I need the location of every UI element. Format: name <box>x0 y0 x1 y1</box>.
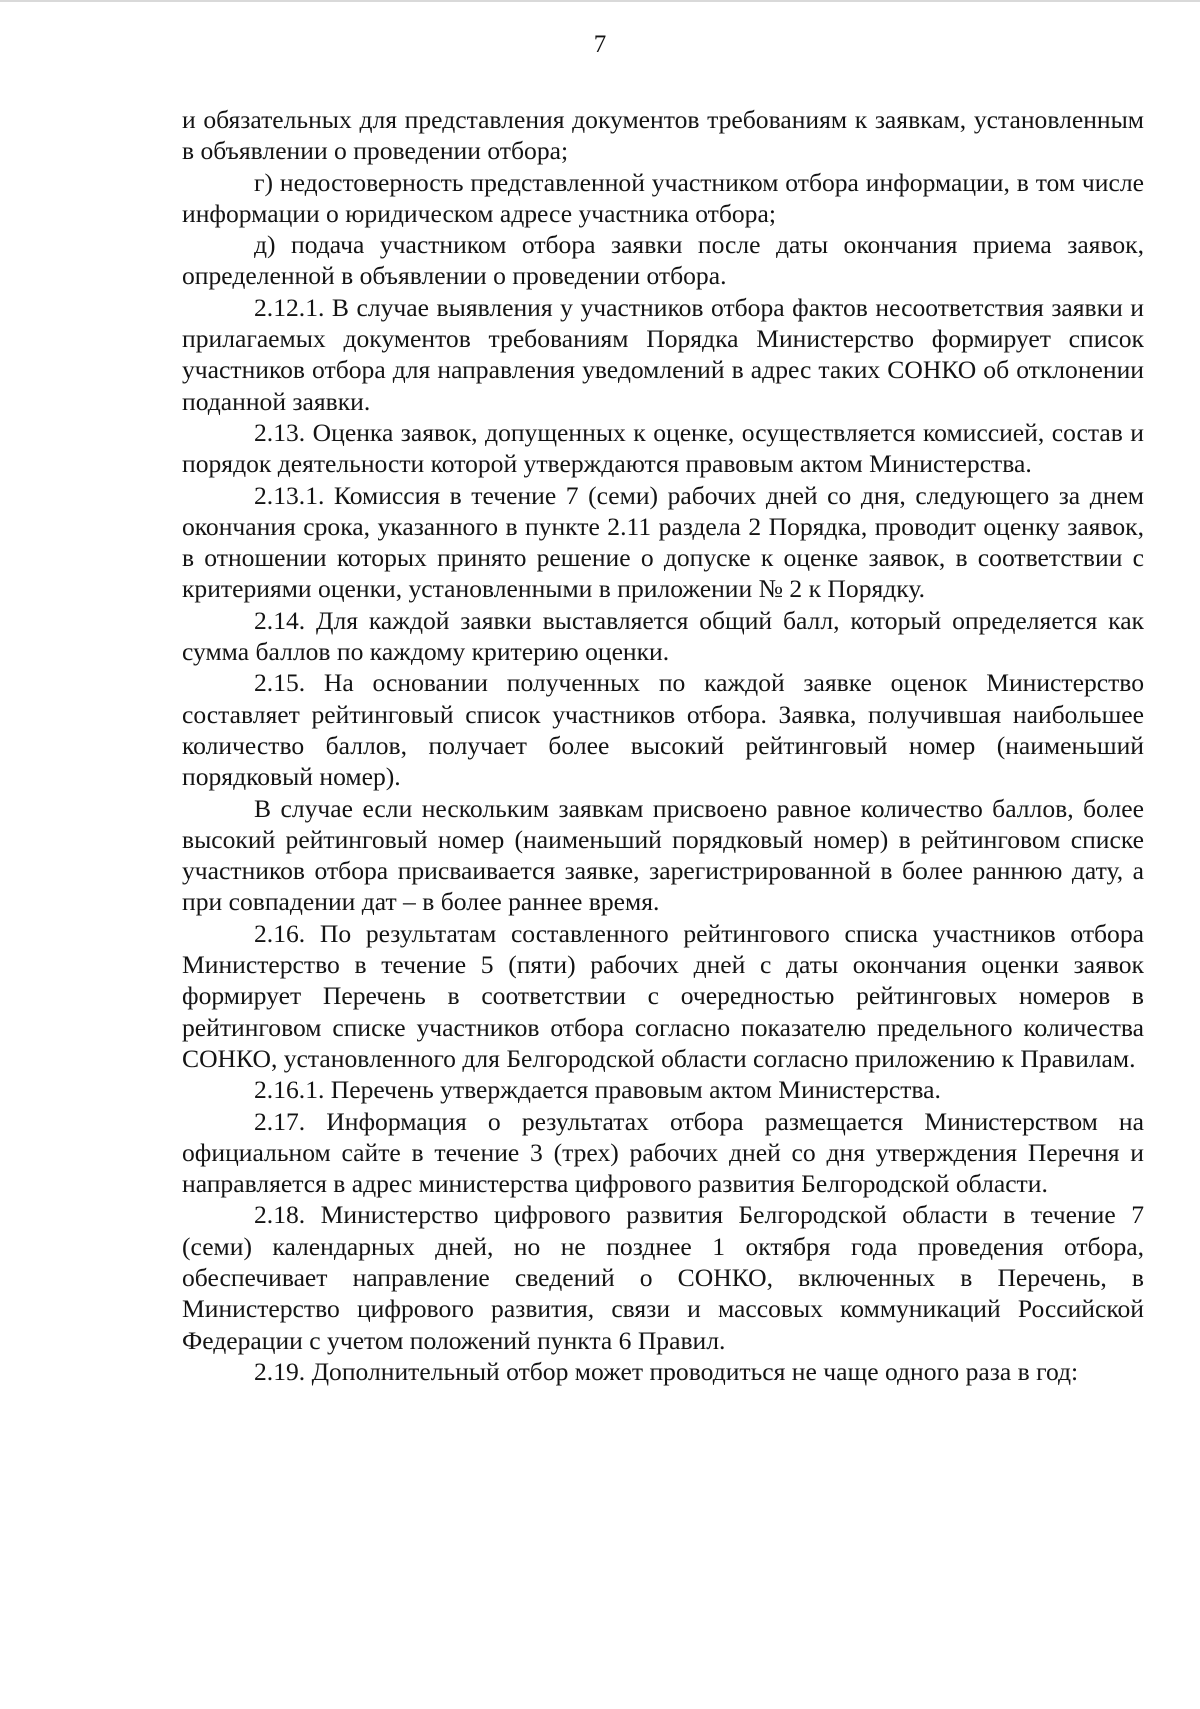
paragraph-item-g: г) недостоверность представленной участником отбора информации, в том числе информации о юридическом адресе участника отбора; <box>182 167 1144 228</box>
paragraph-2-18: 2.18. Министерство цифрового развития Белгородской области в течение 7 (семи) календарных дней, но не позднее 1 октября года проведения отбора, обеспечивает направление сведений о СОНКО, включенных в Перечень, в Министерство цифрового развития, связи и массовых коммуникаций Российской Федерации с учетом положений пункта 6 Правил. <box>182 1200 1144 1355</box>
document-body <box>182 104 1144 1387</box>
paragraph-2-13: 2.13. Оценка заявок, допущенных к оценке, осуществляется комиссией, состав и порядок деятельности которой утверждаются правовым актом Министерства. <box>182 417 1144 479</box>
paragraph-2-16: 2.16. По результатам составленного рейтингового списка участников отбора Министерство в течение 5 (пяти) рабочих дней с даты окончания оценки заявок формирует Перечень в соответствии с очередностью рейтинговых номеров в рейтинговом списке участников отбора согласно показателю предельного количества СОНКО, установленного для Белгородской области согласно приложению к Правилам. <box>182 918 1144 1073</box>
paragraph-2-15: 2.15. На основании полученных по каждой заявке оценок Министерство составляет рейтинговый список участников отбора. Заявка, получившая наибольшее количество баллов, получает более высокий рейтинговый номер (наименьший порядковый номер). <box>182 668 1144 792</box>
paragraph-2-19: 2.19. Дополнительный отбор может проводиться не чаще одного раза в год: <box>254 1356 1079 1386</box>
paragraph-2-12-1: 2.12.1. В случае выявления у участников отбора фактов несоответствия заявки и прилагаемых документов требованиям Порядка Министерство формирует список участников отбора для направления уведомлений в адрес таких СОНКО об отклонении поданной заявки. <box>182 292 1144 416</box>
page-number: 7 <box>593 31 607 58</box>
paragraph-continuation: и обязательных для представления документов требованиям к заявкам, установленным в объявлении о проведении отбора; <box>182 105 1144 166</box>
page-top-edge <box>0 0 1200 2</box>
paragraph-2-14: 2.14. Для каждой заявки выставляется общий балл, который определяется как сумма баллов по каждому критерию оценки. <box>182 605 1144 667</box>
paragraph-2-13-1: 2.13.1. Комиссия в течение 7 (семи) рабочих дней со дня, следующего за днем окончания срока, указанного в пункте 2.11 раздела 2 Порядка, проводит оценку заявок, в отношении которых принято решение о допуске к оценке заявок, в соответствии с критериями оценки, установленными в приложении № 2 к Порядку. <box>182 480 1144 604</box>
paragraph-2-16-1: 2.16.1. Перечень утверждается правовым актом Министерства. <box>254 1075 941 1105</box>
paragraph-2-17: 2.17. Информация о результатах отбора размещается Министерством на официальном сайте в течение 3 (трех) рабочих дней со дня утверждения Перечня и направляется в адрес министерства цифрового развития Белгородской области. <box>182 1106 1144 1199</box>
paragraph-equal-score: В случае если нескольким заявкам присвоено равное количество баллов, более высокий рейтинговый номер (наименьший порядковый номер) в рейтинговом списке участников отбора присваивается заявке, зарегистрированной в более раннюю дату, а при совпадении дат – в более раннее время. <box>182 793 1144 917</box>
paragraph-item-d: д) подача участником отбора заявки после даты окончания приема заявок, определенной в объявлении о проведении отбора. <box>182 230 1144 291</box>
